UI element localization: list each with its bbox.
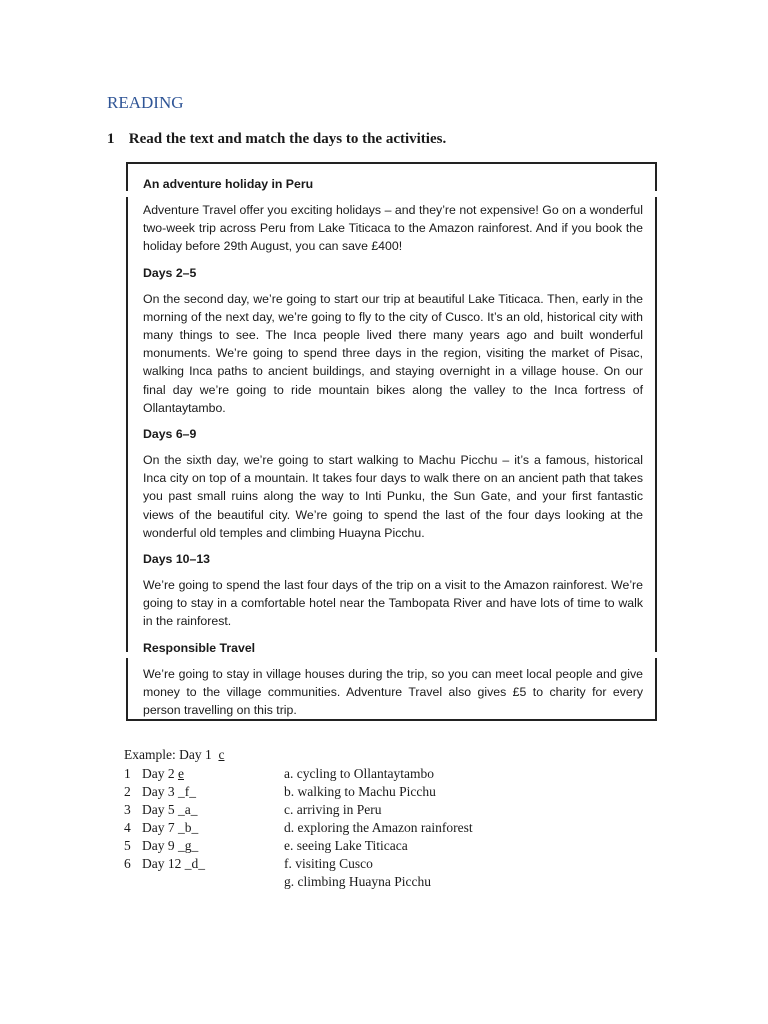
item-number: 4 [124, 820, 131, 835]
question-number: 1 [107, 131, 115, 147]
item-answer: _a_ [178, 802, 198, 817]
article-section-body: We’re going to stay in village houses during the trip, so you can meet local people and give money to the village communities. Adventure Travel also gives £5 to charity for every person travelling on this trip. [143, 666, 643, 718]
option-item: a. cycling to Ollantaytambo [284, 766, 434, 781]
article-box [126, 162, 657, 721]
item-label: Day 3 [142, 784, 175, 799]
list-item [124, 819, 205, 837]
item-number: 5 [124, 838, 131, 853]
exercise-items [124, 765, 205, 873]
item-label: Day 2 [142, 766, 175, 781]
item-answer: _d_ [184, 856, 205, 871]
option-item: e. seeing Lake Titicaca [284, 838, 408, 853]
example-label: Example: Day 1 [124, 747, 212, 762]
item-label: Day 12 [142, 856, 182, 871]
article-section-heading: Responsible Travel [143, 640, 256, 655]
item-answer: e [178, 766, 184, 781]
article-section-heading: Days 10–13 [143, 552, 211, 567]
article-section-heading: Days 6–9 [143, 427, 197, 442]
example-answer: c [218, 747, 225, 762]
article-section-body: On the sixth day, we’re going to start walking to Machu Picchu – it’s a famous, historical Inca city on top of a mountain. It takes four days to walk there on an ancient path that takes you past small ruins along the way to Inti Punku, the Sun Gate, and your first fantastic views of the beautiful city. We’re going to spend the last of the four days looking at the wonderful old temples and climbing Huayna Picchu. [143, 453, 643, 540]
article-section-heading: Days 2–5 [143, 265, 197, 280]
option-item: b. walking to Machu Picchu [284, 784, 436, 799]
article-title: An adventure holiday in Peru [143, 177, 314, 191]
question-instruction [107, 131, 446, 148]
item-answer: _f_ [178, 784, 196, 799]
item-label: Day 5 [142, 802, 175, 817]
item-number: 1 [124, 766, 131, 781]
option-item: d. exploring the Amazon rainforest [284, 820, 473, 835]
item-label: Day 7 [142, 820, 175, 835]
option-item: g. climbing Huayna Picchu [284, 874, 431, 889]
article-section-body: On the second day, we’re going to start our trip at beautiful Lake Titicaca. Then, early in the morning of the next day, we’re going to fly to the city of Cusco. It’s an old, historical city with many things to see. The Inca people lived there many years ago and built wonderful monuments. We’re going to spend three days in the region, visiting the market of Pisac, walking Inca paths to ancient buildings, and staying overnight in a village house. On our final day we’re going to ride mountain bikes along the valley to the Inca fortress of Ollantaytambo. [143, 291, 643, 415]
article-intro: Adventure Travel offer you exciting holidays – and they’re not expensive! Go on a wonderful two-week trip across Peru from Lake Titicaca to the Amazon rainforest. And if you book the holiday before 29th August, you can save £400! [143, 203, 643, 254]
item-number: 2 [124, 784, 131, 799]
item-label: Day 9 [142, 838, 175, 853]
item-answer: _b_ [178, 820, 199, 835]
list-item [124, 801, 205, 819]
item-answer: _g_ [178, 838, 199, 853]
question-text: Read the text and match the days to the activities. [128, 131, 447, 147]
example-line [124, 747, 224, 763]
item-number: 6 [124, 856, 131, 871]
section-heading: READING [107, 93, 184, 112]
list-item [124, 837, 205, 855]
option-item: c. arriving in Peru [284, 802, 382, 817]
article-content [143, 175, 643, 727]
list-item [124, 783, 205, 801]
list-item [124, 765, 205, 783]
list-item [124, 855, 205, 873]
item-number: 3 [124, 802, 131, 817]
exercise-options [284, 765, 473, 891]
article-section-body: We’re going to spend the last four days of the trip on a visit to the Amazon rainforest. We’re going to stay in a comfortable hotel near the Tambopata River and have lots of time to walk in the rainforest. [143, 578, 643, 629]
option-item: f. visiting Cusco [284, 856, 373, 871]
